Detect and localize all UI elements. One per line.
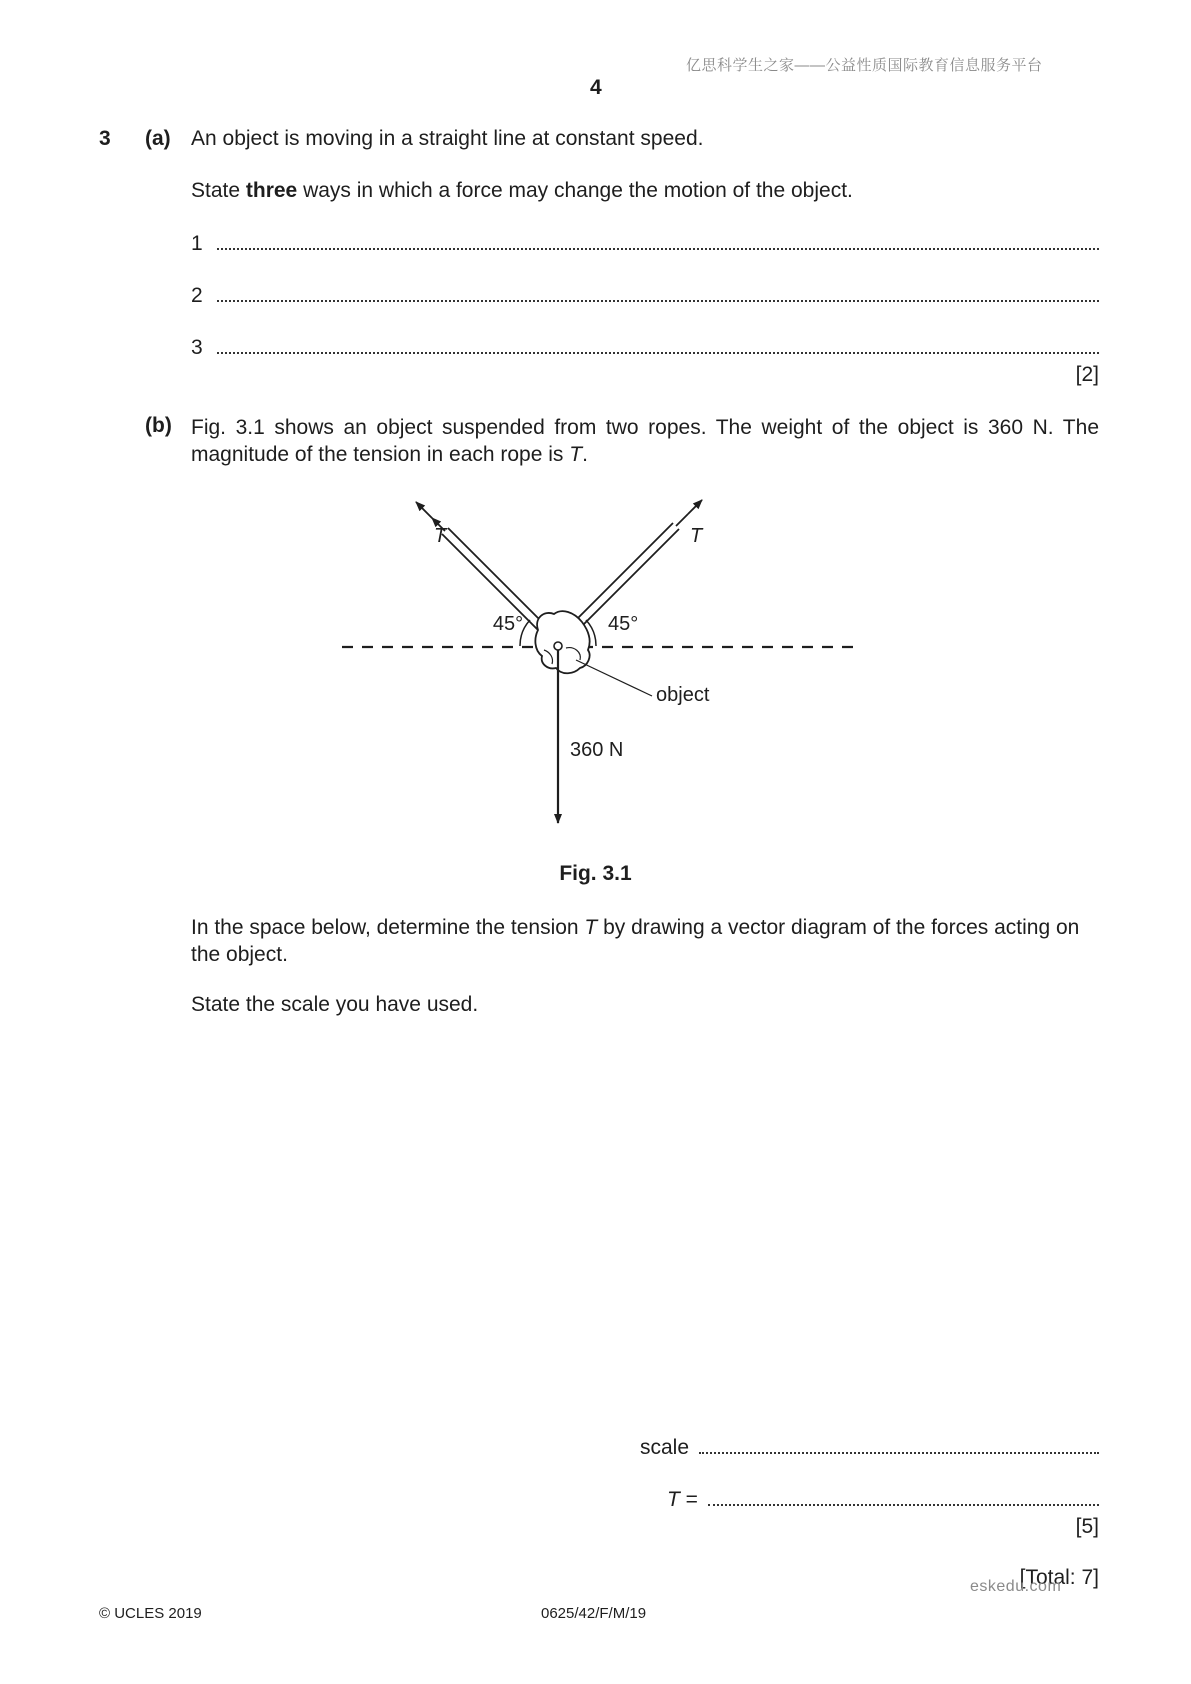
- dotted-answer-line[interactable]: [217, 282, 1099, 302]
- answer-number: 3: [191, 336, 203, 359]
- tension-label-right: T: [690, 525, 703, 547]
- angle-label-right: 45°: [608, 613, 639, 635]
- tension-answer-label: [640, 1488, 708, 1512]
- right-tension-arrow-head: [688, 500, 702, 514]
- part-a-instruction: [191, 179, 853, 203]
- figure-3-1: [330, 480, 870, 840]
- instruction-text: State: [191, 179, 246, 202]
- page-number: 4: [590, 76, 602, 99]
- part-b-label: (b): [145, 414, 172, 437]
- description-text: Fig. 3.1 shows an object suspended from two ropes. The weight of the object is 360 N. The magnitude of the tension in each rope is: [191, 416, 1099, 466]
- left-tension-arrow-head: [416, 502, 432, 518]
- weight-label: 360 N: [570, 739, 624, 761]
- part-a-intro: An object is moving in a straight line at constant speed.: [191, 127, 704, 150]
- part-b-description: [191, 414, 1099, 468]
- tension-answer-row[interactable]: [640, 1486, 1099, 1512]
- scale-label: scale: [640, 1436, 690, 1459]
- instruction-text: ways in which a force may change the motion of the object.: [297, 179, 853, 202]
- paper-code: 0625/42/F/M/19: [541, 1605, 647, 1622]
- answer-line-1[interactable]: [191, 230, 1099, 256]
- description-text-end: .: [582, 443, 588, 466]
- dotted-answer-line[interactable]: [217, 334, 1099, 354]
- tension-symbol: T: [667, 1488, 680, 1511]
- dotted-answer-line[interactable]: [217, 230, 1099, 250]
- angle-label-left: 45°: [492, 613, 524, 635]
- scale-answer-row[interactable]: [640, 1434, 1099, 1460]
- instruction-text: by drawing a vector diagram of the forces acting on the object.: [191, 916, 1080, 966]
- answer-number: 1: [191, 232, 203, 255]
- object-leader-line: [576, 660, 652, 696]
- copyright: © UCLES 2019: [99, 1605, 202, 1622]
- tension-dotted-line[interactable]: [708, 1486, 1099, 1506]
- part-b-instruction-2: State the scale you have used.: [191, 993, 479, 1016]
- site-watermark: eskedu.com: [970, 1578, 1062, 1595]
- instruction-text: In the space below, determine the tension: [191, 916, 585, 939]
- object-shape: [535, 611, 589, 673]
- equals-sign: =: [679, 1488, 698, 1511]
- part-a-label: (a): [145, 127, 171, 150]
- instruction-bold-word: three: [245, 179, 298, 202]
- tension-symbol: T: [584, 916, 598, 939]
- answer-line-3[interactable]: [191, 334, 1099, 360]
- answer-line-2[interactable]: [191, 282, 1099, 308]
- part-a-marks: [2]: [1075, 363, 1099, 386]
- tension-symbol: T: [569, 443, 583, 466]
- tension-label-left: T: [434, 525, 447, 547]
- question-number: 3: [99, 127, 111, 150]
- attachment-point: [554, 642, 562, 650]
- watermark-text: 亿思科学生之家——公益性质国际教育信息服务平台: [686, 57, 1043, 74]
- answer-number: 2: [191, 284, 203, 307]
- total-marks: [Total: 7]: [1019, 1566, 1099, 1589]
- part-b-instruction-1: [191, 914, 1099, 968]
- part-b-marks: [5]: [1075, 1515, 1099, 1538]
- scale-dotted-line[interactable]: [699, 1434, 1099, 1454]
- figure-caption: Fig. 3.1: [559, 862, 632, 885]
- right-tension-arrow: [676, 514, 688, 526]
- object-label: object: [656, 684, 710, 706]
